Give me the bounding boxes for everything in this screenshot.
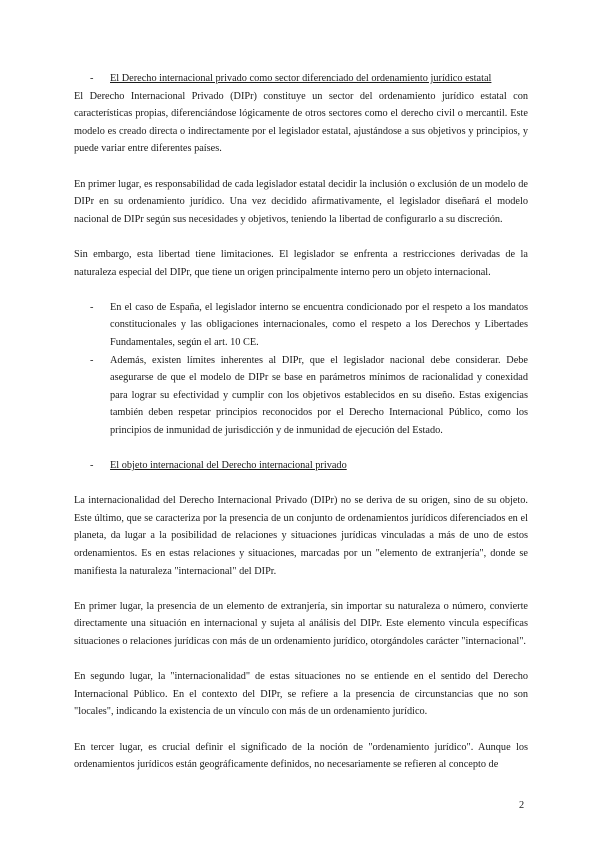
section-heading-1 — [74, 70, 528, 88]
list-bullet: - — [90, 301, 94, 313]
page-number: 2 — [519, 800, 525, 811]
section-title: El objeto internacional del Derecho internacional privado — [110, 460, 347, 472]
document-page — [74, 70, 528, 774]
bullet-list — [74, 299, 528, 440]
section-heading-2 — [74, 457, 528, 475]
paragraph: En primer lugar, es responsabilidad de cada legislador estatal decidir la inclusión o exclusión de un modelo de DIPr en su ordenamiento jurídico. Una vez decidido afirmativamente, el legislador diseñará el modelo nacional de DIPr según sus necesidades y objetivos, teniendo la libertad de configurarlo a su discreción. — [74, 178, 528, 225]
section-title: El Derecho internacional privado como sector diferenciado del ordenamiento jurídico estatal — [110, 73, 492, 84]
paragraph: En primer lugar, la presencia de un elemento de extranjería, sin importar su naturaleza o número, convierte directamente una situación en internacional y sujeta al análisis del DIPr. Este elemento vincula específicas situaciones o relaciones jurídicas con más de un ordenamiento jurídico, otorgándoles carácter "internacional". — [74, 600, 528, 647]
paragraph: La internacionalidad del Derecho Internacional Privado (DIPr) no se deriva de su origen, sino de su objeto. Este último, que se caracteriza por la presencia de un conjunto de ordenamientos jurídicos diferenciados en el planeta, da lugar a la posibilidad de relaciones y situaciones jurídicas vinculadas a más de uno de estos ordenamientos. Es en estas relaciones y situaciones, marcadas por un "elemento de extranjería", donde se manifiesta la naturaleza "internacional" del DIPr. — [74, 495, 528, 577]
list-item — [74, 352, 528, 440]
list-bullet: - — [90, 354, 94, 366]
paragraph: En tercer lugar, es crucial definir el significado de la noción de "ordenamiento jurídico". Aunque los ordenamientos jurídicos están geográficamente definidos, no necesariamente se refieren al concepto de — [74, 741, 528, 771]
list-item — [74, 299, 528, 352]
paragraph: Sin embargo, esta libertad tiene limitaciones. El legislador se enfrenta a restricciones derivadas de la naturaleza especial del DIPr, que tiene un origen principalmente interno pero un objeto internacional. — [74, 248, 528, 278]
list-item-text: Además, existen límites inherentes al DIPr, que el legislador nacional debe considerar. Debe asegurarse de que el modelo de DIPr se base en parámetros mínimos de racionalidad y conexidad para lograr su efectividad y cumplir con los objetivos establecidos en su diseño. Estas exigencias también deben respetar principios reconocidos por el Derecho Internacional Público, como los principios de inmunidad de jurisdicción y de inmunidad de ejecución del Estado. — [110, 354, 528, 436]
paragraph: El Derecho Internacional Privado (DIPr) constituye un sector del ordenamiento jurídico estatal con características propias, diferenciándose lógicamente de otros sectores como el derecho civil o mercantil. Este modelo es creado directa o indirectamente por el legislador estatal, ajustándose a sus objetivos y principios, y puede variar entre diferentes países. — [74, 90, 528, 155]
paragraph: En segundo lugar, la "internacionalidad" de estas situaciones no se entiende en el sentido del Derecho Internacional Público. En el contexto del DIPr, se refiere a la presencia de circunstancias que no son "locales", indicando la existencia de un vínculo con más de un ordenamiento jurídico. — [74, 671, 528, 718]
list-item-text: En el caso de España, el legislador interno se encuentra condicionado por el respeto a los mandatos constitucionales y las obligaciones internacionales, como el respeto a los Derechos y Libertades Fundamentales, según el art. 10 CE. — [110, 301, 528, 348]
heading-bullet: - — [90, 460, 94, 472]
heading-bullet: - — [90, 73, 94, 84]
